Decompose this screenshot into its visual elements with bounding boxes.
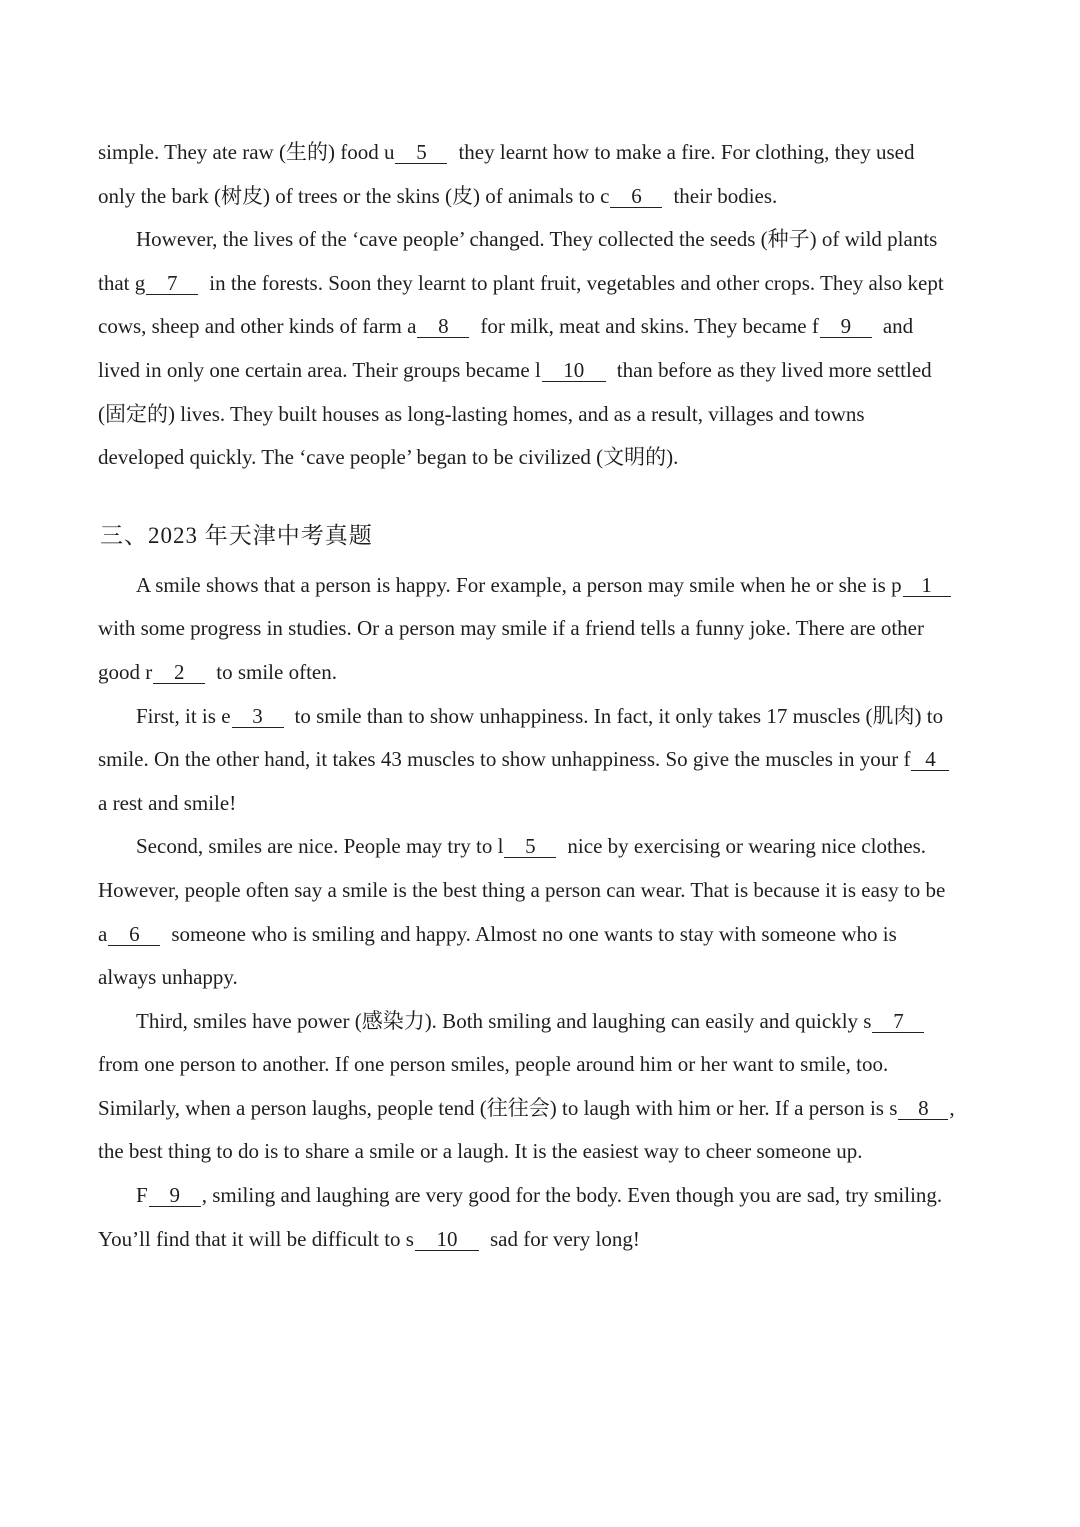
text-line: However, people often say a smile is the best thing a person can wear. That is because it is easy to be: [98, 877, 946, 902]
text-line: You’ll find that it will be difficult to s 10 sad for very long!: [98, 1226, 640, 1251]
text-line: cows, sheep and other kinds of farm a 8 for milk, meat and skins. They became f 9 and: [98, 314, 914, 339]
text-line: a 6 someone who is smiling and happy. Almost no one wants to stay with someone who is: [98, 921, 897, 946]
answer-blank[interactable]: 10: [542, 359, 606, 382]
text-line: smile. On the other hand, it takes 43 muscles to show unhappiness. So give the muscles in your f 4: [98, 738, 990, 782]
answer-blank[interactable]: 2: [153, 661, 205, 684]
text-line: good r 2 to smile often.: [98, 659, 337, 684]
text-line: Third, smiles have power (感染力). Both smiling and laughing can easily and quickly s 7: [98, 1000, 990, 1044]
answer-blank[interactable]: 8: [898, 1097, 948, 1120]
text-line: simple. They ate raw (生的) food u 5 they learnt how to make a fire. For clothing, they used: [98, 140, 915, 164]
answer-blank[interactable]: 7: [872, 1010, 924, 1033]
text-line: developed quickly. The ‘cave people’ began to be civilized (文明的).: [98, 445, 679, 470]
section-title: 三、2023 年天津中考真题: [100, 522, 373, 548]
text-line: Second, smiles are nice. People may try to l 5 nice by exercising or wearing nice clothes.: [136, 834, 927, 859]
answer-blank[interactable]: 5: [504, 835, 556, 858]
answer-blank[interactable]: 4: [911, 748, 949, 771]
text-line: However, the lives of the ‘cave people’ changed. They collected the seeds (种子) of wild plants: [136, 227, 938, 252]
answer-blank[interactable]: 8: [417, 315, 469, 338]
text-line: only the bark (树皮) of trees or the skins (皮) of animals to c 6 their bodies.: [98, 183, 778, 208]
answer-blank[interactable]: 9: [149, 1184, 201, 1207]
text-line: First, it is e 3 to smile than to show unhappiness. In fact, it only takes 17 muscles (肌肉) to: [136, 703, 944, 728]
passage-b: [98, 564, 990, 1262]
answer-blank[interactable]: 6: [108, 923, 160, 946]
answer-blank[interactable]: 10: [415, 1228, 479, 1251]
text-line: lived in only one certain area. Their groups became l 10 than before as they lived more settled: [98, 357, 932, 382]
answer-blank[interactable]: 9: [820, 315, 872, 338]
text-line: A smile shows that a person is happy. For example, a person may smile when he or she is p 1: [98, 564, 990, 608]
text-line: Similarly, when a person laughs, people tend (往往会) to laugh with him or her. If a person is s 8 ,: [98, 1095, 955, 1120]
answer-blank[interactable]: 6: [610, 185, 662, 208]
answer-blank[interactable]: 7: [146, 272, 198, 295]
text-line: the best thing to do is to share a smile or a laugh. It is the easiest way to cheer someone up.: [98, 1139, 863, 1164]
text-line: from one person to another. If one person smiles, people around him or her want to smile, too.: [98, 1052, 889, 1077]
passage-a: [98, 131, 990, 480]
text-line: F 9 , smiling and laughing are very good for the body. Even though you are sad, try smiling.: [136, 1183, 943, 1208]
answer-blank[interactable]: 3: [232, 705, 284, 728]
text-line: that g 7 in the forests. Soon they learnt to plant fruit, vegetables and other crops. They also kept: [98, 270, 944, 295]
text-line: (固定的) lives. They built houses as long-lasting homes, and as a result, villages and towns: [98, 401, 865, 426]
text-line: a rest and smile!: [98, 790, 237, 815]
document-body: [98, 131, 990, 1261]
answer-blank[interactable]: 5: [395, 141, 447, 164]
text-line: always unhappy.: [98, 965, 238, 990]
text-line: with some progress in studies. Or a person may smile if a friend tells a funny joke. There are other: [98, 616, 924, 641]
answer-blank[interactable]: 1: [903, 574, 951, 597]
